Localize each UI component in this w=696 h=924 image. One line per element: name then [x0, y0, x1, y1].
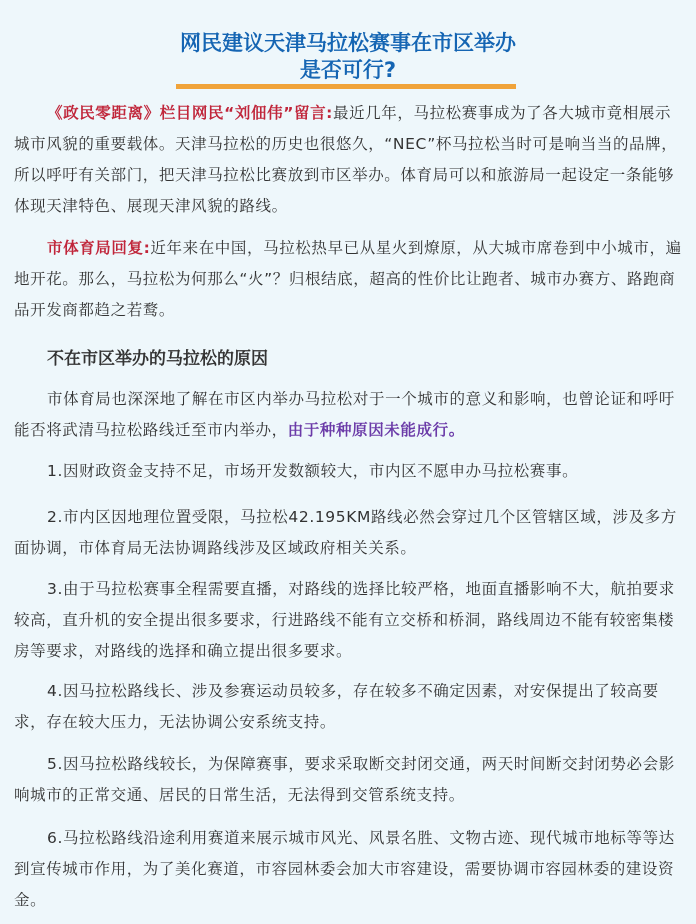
bureau-reply — [14, 233, 682, 326]
reply-text: 近年来在中国，马拉松热早已从星火到燎原，从大城市席卷到中小城市，遍地开花。那么，马拉松为何那么“火”？归根结底，超高的性价比让跑者、城市办赛方、路跑商品开发商都趋之若鹜。 — [14, 239, 682, 319]
reply-label: 市体育局回复: — [47, 239, 151, 257]
section-heading: 不在市区举办的马拉松的原因 — [47, 349, 268, 369]
section-intro-highlight: 由于种种原因未能成行。 — [287, 421, 465, 439]
title-line-1: 网民建议天津马拉松赛事在市区举办 — [180, 31, 516, 55]
reason-item: 1.因财政资金支持不足，市场开发数额较大，市内区不愿申办马拉松赛事。 — [47, 462, 579, 480]
netizen-message — [14, 98, 682, 222]
reason-item: 5.因马拉松路线较长，为保障赛事，要求采取断交封闭交通，两天时间断交封闭势必会影响城市的正常交通、居民的日常生活，无法得到交管系统支持。 — [14, 755, 675, 804]
title-line-2: 是否可行? — [299, 58, 397, 82]
article-title — [0, 30, 696, 84]
reason-item: 4.因马拉松路线长、涉及参赛运动员较多，存在较多不确定因素，对安保提出了较高要求，存在较大压力，无法协调公安系统支持。 — [14, 682, 659, 731]
netizen-text: 最近几年，马拉松赛事成为了各大城市竟相展示城市风貌的重要载体。天津马拉松的历史也很悠久，“NEC”杯马拉松当时可是响当当的品牌，所以呼吁有关部门，把天津马拉松比赛放到市区举办。体育局可以和旅游局一起设定一条能够体现天津特色、展现天津风貌的路线。 — [14, 104, 678, 215]
title-underline-bar — [176, 84, 516, 89]
netizen-label: 《政民零距离》栏目网民“刘佃伟”留言: — [47, 104, 333, 122]
reason-item: 3.由于马拉松赛事全程需要直播，对路线的选择比较严格，地面直播影响不大，航拍要求较高，直升机的安全提出很多要求，行进路线不能有立交桥和桥洞，路线周边不能有较密集楼房等要求，对路线的选择和确立提出很多要求。 — [14, 580, 675, 660]
section-intro-text: 市体育局也深深地了解在市区内举办马拉松对于一个城市的意义和影响，也曾论证和呼吁能否将武清马拉松路线迁至市内举办， — [14, 390, 675, 439]
reason-item: 2.市内区因地理位置受限，马拉松42.195KM路线必然会穿过几个区管辖区域，涉及多方面协调，市体育局无法协调路线涉及区域政府相关关系。 — [14, 508, 677, 557]
reason-item: 6.马拉松路线沿途利用赛道来展示城市风光、风景名胜、文物古迹、现代城市地标等等达到宣传城市作用，为了美化赛道，市容园林委会加大市容建设，需要协调市容园林委的建设资金。 — [14, 829, 675, 909]
section-intro — [14, 384, 682, 446]
